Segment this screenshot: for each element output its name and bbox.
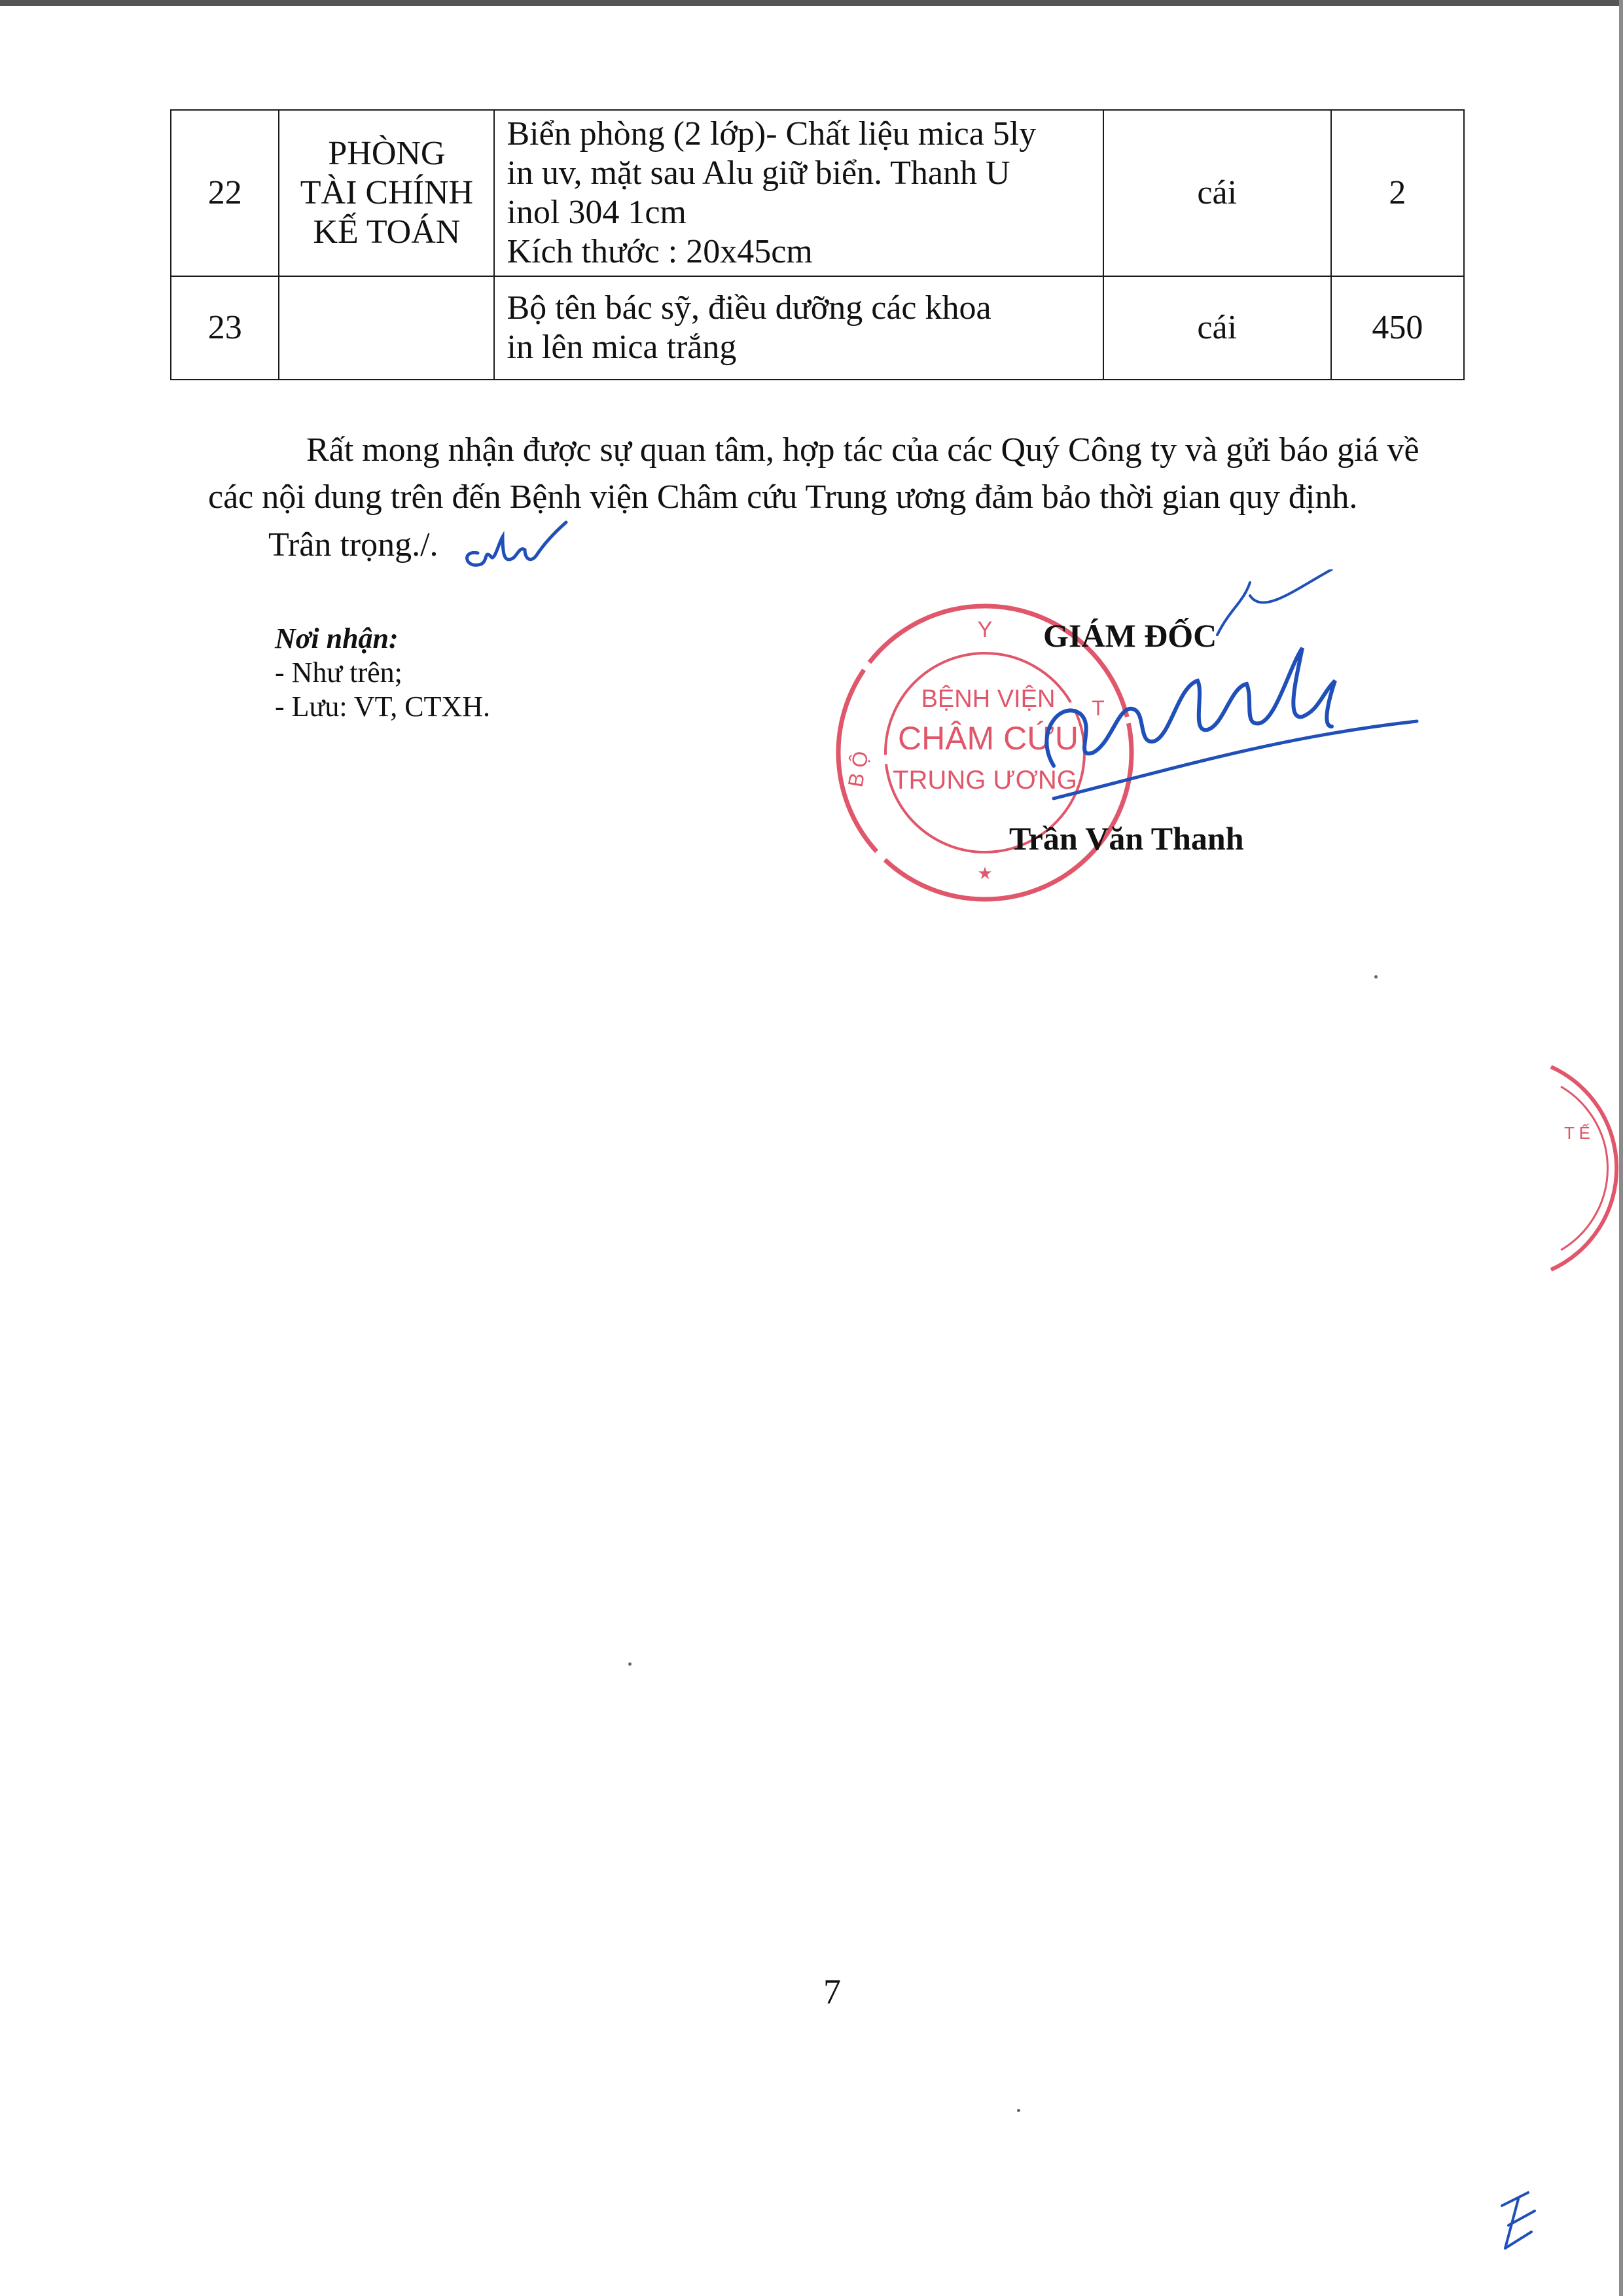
director-signature xyxy=(955,569,1440,831)
stamp-line-1: BỆNH VIỆN xyxy=(921,685,1056,713)
unit-cell: cái xyxy=(1103,110,1331,276)
signature-flourish xyxy=(1217,569,1332,635)
initial-stroke xyxy=(467,522,566,565)
recipients-title: Nơi nhận: xyxy=(275,622,399,655)
margin-mark-stroke xyxy=(1502,2193,1535,2248)
recipient-item: - Như trên; xyxy=(275,656,402,689)
stt-cell: 23 xyxy=(171,276,279,380)
stamp-ring-top: Y xyxy=(977,617,993,642)
items-table xyxy=(170,109,1465,380)
partial-stamp-letters: T Ế xyxy=(1564,1123,1590,1143)
description-cell xyxy=(494,110,1103,276)
stamp-ring-left: B Ộ xyxy=(843,749,873,789)
handwritten-initial xyxy=(452,517,569,576)
signer-title: GIÁM ĐỐC xyxy=(1043,617,1217,654)
closing-line-2: các nội dung trên đến Bệnh viện Châm cứu Trung ương đảm bảo thời gian quy định. xyxy=(208,478,1358,516)
description-text: Biển phòng (2 lớp)- Chất liệu mica 5ly in uv, mặt sau Alu giữ biển. Thanh U inol 304 1cm Kích thước : 20x45cm xyxy=(507,115,1037,270)
page-number: 7 xyxy=(823,1972,841,2011)
closing-regards: Trân trọng./. xyxy=(268,526,438,564)
description-cell xyxy=(494,276,1103,380)
scan-speck xyxy=(1374,975,1378,978)
scan-speck xyxy=(1017,2109,1020,2112)
department-cell xyxy=(279,276,494,380)
scan-edge-top xyxy=(0,0,1623,6)
stamp-star: ★ xyxy=(977,864,993,884)
table-row xyxy=(171,110,1464,276)
closing-line-1: Rất mong nhận được sự quan tâm, hợp tác của các Quý Công ty và gửi báo giá về xyxy=(306,431,1419,469)
scan-speck xyxy=(628,1662,632,1666)
stamp-ring-right: T xyxy=(1092,696,1105,720)
partial-stamp-margin xyxy=(1531,1060,1623,1276)
stt-cell: 22 xyxy=(171,110,279,276)
stamp-line-3: TRUNG ƯƠNG xyxy=(893,766,1077,795)
unit-cell: cái xyxy=(1103,276,1331,380)
description-text: Bộ tên bác sỹ, điều dưỡng các khoa in lên mica trắng xyxy=(507,289,991,366)
department-text: PHÒNG TÀI CHÍNH KẾ TOÁN xyxy=(300,135,474,251)
department-cell xyxy=(279,110,494,276)
recipients-block xyxy=(275,622,490,724)
stamp-line-2: CHÂM CỨU xyxy=(897,720,1079,757)
recipient-item: - Lưu: VT, CTXH. xyxy=(275,691,490,723)
signer-name: Trần Văn Thanh xyxy=(1009,820,1244,857)
quantity-cell: 450 xyxy=(1331,276,1464,380)
table-row xyxy=(171,276,1464,380)
signature-stroke xyxy=(1046,648,1335,766)
quantity-cell: 2 xyxy=(1331,110,1464,276)
margin-initial-mark xyxy=(1492,2186,1544,2258)
